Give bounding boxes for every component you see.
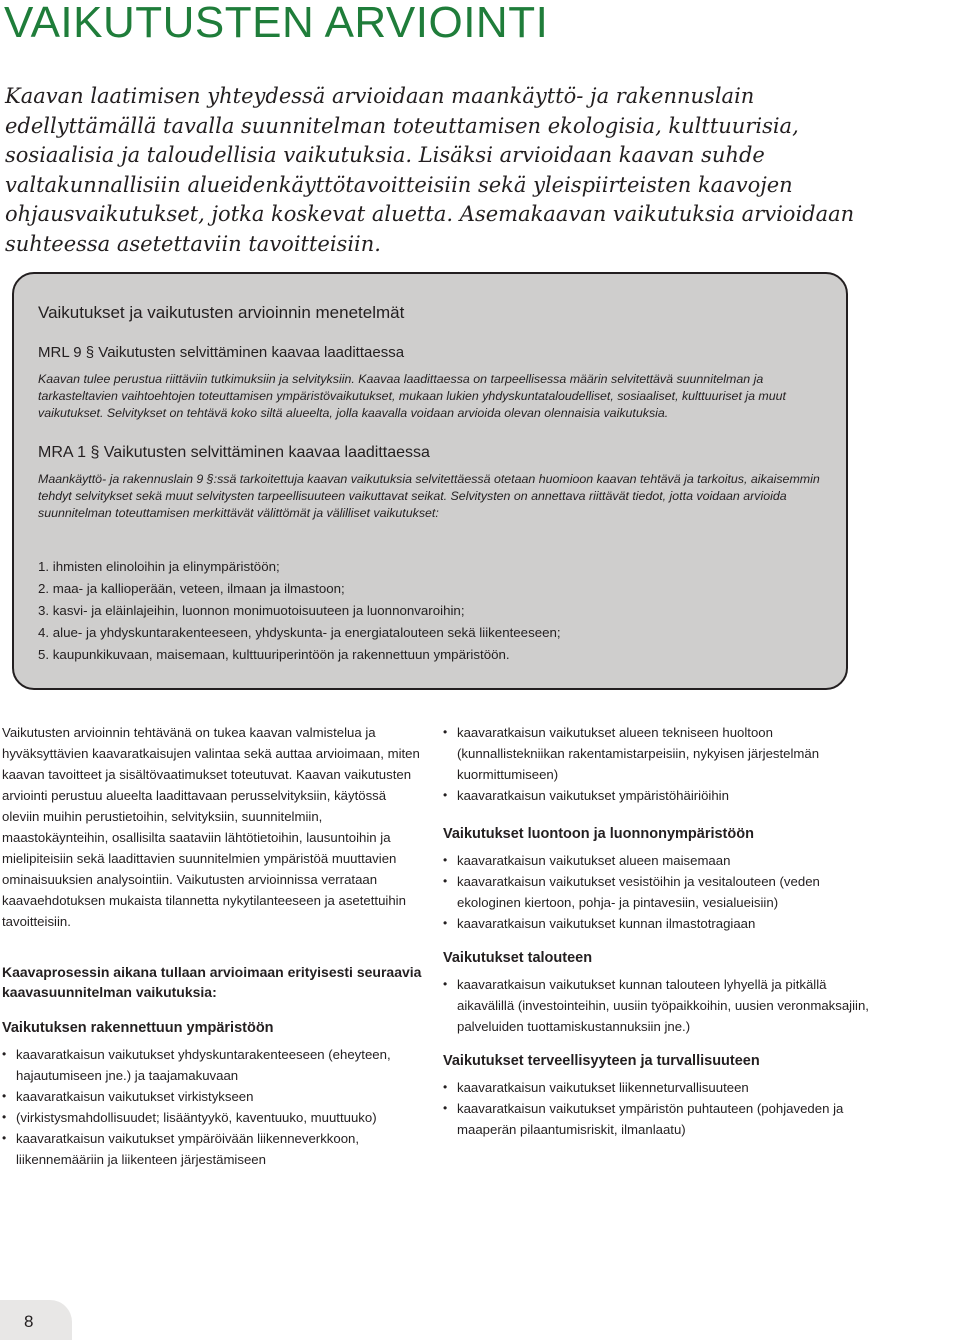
page-title: VAIKUTUSTEN ARVIOINTI bbox=[4, 0, 549, 47]
page-number: 8 bbox=[24, 1312, 34, 1331]
list-item: • kaavaratkaisun vaikutukset yhdyskuntarakenteeseen (eheyteen, hajautumiseen jne.) ja taajamakuvaan bbox=[2, 1044, 427, 1086]
bullet-list bbox=[443, 722, 873, 806]
list-item: • kaavaratkaisun vaikutukset vesistöihin ja vesitalouteen (veden ekologinen kiertoon, pohja- ja pintavesiin, vesialueisiin) bbox=[443, 871, 873, 913]
list-item: • kaavaratkaisun vaikutukset alueen maisemaan bbox=[443, 850, 873, 871]
list-item: • kaavaratkaisun vaikutukset kunnan ilmastotragiaan bbox=[443, 913, 873, 934]
left-column bbox=[2, 722, 427, 1170]
list-item: 2. maa- ja kallioperään, veteen, ilmaan ja ilmastoon; bbox=[38, 581, 345, 596]
list-item: • kaavaratkaisun vaikutukset ympäröivään liikenneverkkoon, liikennemääriin ja liikenteen järjestämiseen bbox=[2, 1128, 427, 1170]
body-paragraph: Vaikutusten arvioinnin tehtävänä on tukea kaavan valmistelua ja hyväksyttävien kaavaratkaisujen valintaa sekä auttaa arvioimaan, miten kaavan tavoitteet ja sisältövaatimukset toteutuvat. Kaavan vaikutusten arviointi perustuu alueelta laadittavaan perusselvityksiin, käytössä oleviin muihin perustietoihin, selvityksiin, suunnitelmiin, maastokäynteihin, osallisilta saataviin lähtötietoihin, lausuntoihin ja mielipiteisiin sekä laadittavien suunnitelmien ympäristöä muuttavien ominaisuuksien analysointiin. Vaikutusten arvioinnissa verrataan kaavaehdotuksen mukaista tilannetta nykytilanteeseen ja asetettuihin tavoitteisiin. bbox=[2, 725, 420, 929]
list-item: • kaavaratkaisun vaikutukset kunnan talouteen lyhyellä ja pitkällä aikavälillä (investointeihin, uusiin työpaikkoihin, uusien veronmaksajiin, palveluiden tuottamiskustannuksiin jne.) bbox=[443, 974, 873, 1037]
mra-text: Maankäyttö- ja rakennuslain 9 §:ssä tarkoitettuja kaavan vaikutuksia selvitettäessä otetaan huomioon kaavan tehtävä ja tarkoitus, aikaisemmin tehdyt selvitykset sekä muut selvitysten tarpeellisuuteen vaikuttavat seikat. Selvitysten on annettava riittävät tiedot, jotta voidaan arvioida suunnitelman toteuttamisen merkittävät välittömät ja välilliset vaikutukset: bbox=[38, 472, 820, 521]
bullet-list bbox=[443, 1077, 873, 1140]
intro-paragraph: Kaavan laatimisen yhteydessä arvioidaan maankäyttö- ja rakennuslain edellyttämällä tavalla suunnitelman toteuttamisen ekologisia, kulttuurisia, sosiaalisia ja taloudellisia vaikutuksia. Lisäksi arvioidaan kaavan suhde valtakunnallisiin alueidenkäyttötavoitteisiin sekä yleispiirteisten kaavojen ohjausvaikutukset, jotka koskevat aluetta. Asemakaavan vaikutuksia arvioidaan suhteessa asetettaviin tavoitteisiin. bbox=[5, 84, 855, 256]
section-heading-nature: Vaikutukset luontoon ja luonnonympäristöön bbox=[443, 826, 754, 842]
list-item: • kaavaratkaisun vaikutukset virkistykseen bbox=[2, 1086, 427, 1107]
list-item: 3. kasvi- ja eläinlajeihin, luonnon monimuotoisuuteen ja luonnonvaroihin; bbox=[38, 603, 465, 618]
box-heading: Vaikutukset ja vaikutusten arvioinnin menetelmät bbox=[38, 303, 405, 322]
bullet-list bbox=[2, 1044, 427, 1170]
list-item: • kaavaratkaisun vaikutukset liikenneturvallisuuteen bbox=[443, 1077, 873, 1098]
bullet-list bbox=[443, 850, 873, 934]
bullet-list bbox=[443, 974, 873, 1037]
impact-list bbox=[38, 556, 561, 666]
lead-paragraph: Kaavaprosessin aikana tullaan arvioimaan erityisesti seuraavia kaavasuunnitelman vaikutuksia: bbox=[2, 964, 422, 1000]
mrl-text: Kaavan tulee perustua riittäviin tutkimuksiin ja selvityksiin. Kaavaa laadittaessa on tarpeellisessa määrin selvitettävä suunnitelman ja tarkasteltavien vaihtoehtojen toteuttamisen ympäristövaikutukset, mukaan lukien yhdyskuntataloudelliset, sosiaaliset, kulttuuriset ja muut vaikutukset. Selvitykset on tehtävä koko siltä alueelta, jolla kaavalla voidaan arvioida olevan olennaisia vaikutuksia. bbox=[38, 372, 786, 421]
mrl-heading: MRL 9 § Vaikutusten selvittäminen kaavaa laadittaessa bbox=[38, 344, 405, 361]
list-item: • kaavaratkaisun vaikutukset ympäristön puhtauteen (pohjaveden ja maaperän pilaantumisriskit, ilmanlaatu) bbox=[443, 1098, 873, 1140]
section-heading-economy: Vaikutukset talouteen bbox=[443, 950, 593, 966]
mra-heading: MRA 1 § Vaikutusten selvittäminen kaavaa laadittaessa bbox=[38, 444, 430, 461]
right-column bbox=[443, 722, 873, 1140]
section-heading-health-safety: Vaikutukset terveellisyyteen ja turvallisuuteen bbox=[443, 1053, 760, 1069]
list-item: 4. alue- ja yhdyskuntarakenteeseen, yhdyskunta- ja energiatalouteen sekä liikenteeseen; bbox=[38, 625, 561, 640]
list-item: • (virkistysmahdollisuudet; lisääntyykö, kaventuuko, muuttuuko) bbox=[2, 1107, 427, 1128]
list-item: 5. kaupunkikuvaan, maisemaan, kulttuuriperintöön ja rakennettuun ympäristöön. bbox=[38, 647, 510, 662]
section-heading-built-environment: Vaikutuksen rakennettuun ympäristöön bbox=[2, 1020, 274, 1036]
legislation-box bbox=[12, 272, 848, 690]
list-item: 1. ihmisten elinoloihin ja elinympäristöön; bbox=[38, 559, 280, 574]
list-item: • kaavaratkaisun vaikutukset ympäristöhäiriöihin bbox=[443, 785, 873, 806]
page-number-tab bbox=[0, 1300, 72, 1340]
list-item: • kaavaratkaisun vaikutukset alueen tekniseen huoltoon (kunnallistekniikan rakentamistarpeisiin, nykyisen järjestelmän kuormittumiseen) bbox=[443, 722, 873, 785]
